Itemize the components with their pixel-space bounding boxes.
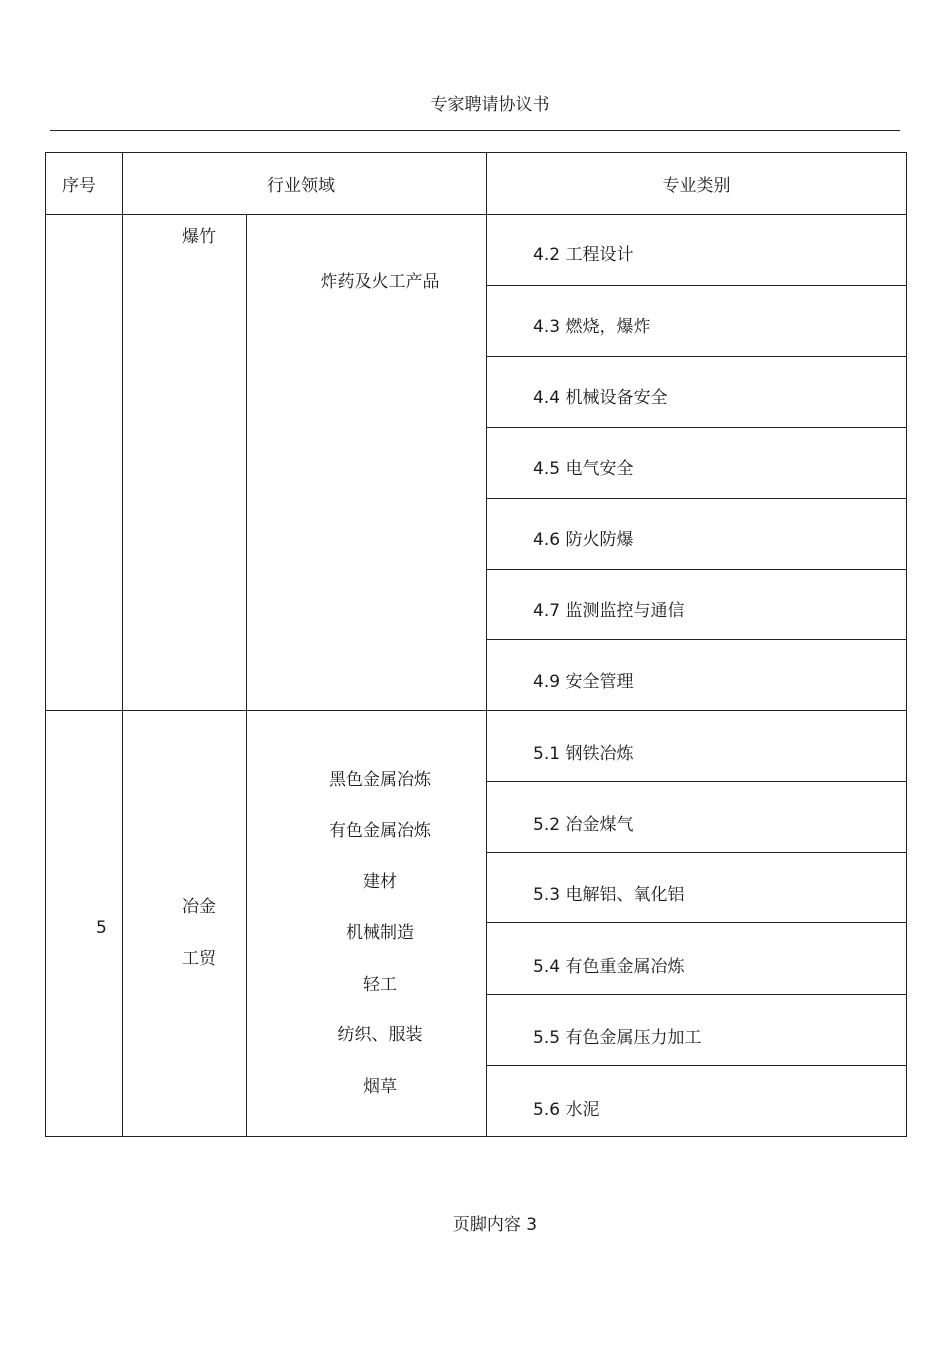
table-bottom-border — [45, 1136, 907, 1137]
column-header-seq: 序号 — [62, 176, 96, 196]
category-cell: 5.5 有色金属压力加工 — [533, 1028, 702, 1048]
seq-cell: 5 — [96, 918, 107, 938]
subfield-cell: 炸药及火工产品 — [320, 272, 440, 292]
page-footer: 页脚内容 3 — [452, 1215, 538, 1235]
category-row-divider — [486, 498, 907, 499]
category-row-divider — [486, 285, 907, 286]
category-row-divider — [486, 922, 907, 923]
subfield-cell: 黑色金属冶炼 — [329, 770, 431, 790]
category-row-divider — [486, 569, 907, 570]
industry-subfield-divider — [246, 214, 247, 1137]
category-cell: 5.4 有色重金属冶炼 — [533, 957, 685, 977]
table-right-border — [906, 152, 907, 1137]
seq-column-divider — [122, 152, 123, 1137]
category-cell: 5.6 水泥 — [533, 1100, 600, 1120]
subfield-cell: 建材 — [363, 872, 397, 892]
table-header-bottom-border — [45, 214, 907, 215]
subfield-cell: 机械制造 — [346, 923, 414, 943]
subfield-cell: 轻工 — [363, 975, 397, 995]
category-cell: 4.6 防火防爆 — [533, 530, 634, 550]
category-cell: 4.3 燃烧，爆炸 — [533, 317, 651, 337]
document-header-title: 专家聘请协议书 — [430, 95, 550, 115]
table-top-border — [45, 152, 907, 153]
column-header-industry: 行业领域 — [267, 176, 335, 196]
category-cell: 4.9 安全管理 — [533, 672, 634, 692]
industry-cell-continued: 爆竹 — [182, 227, 216, 247]
industry-cell-line2: 工贸 — [182, 949, 216, 969]
header-divider — [50, 130, 900, 131]
category-row-divider — [486, 781, 907, 782]
subfield-cell: 纺织、服装 — [337, 1025, 423, 1045]
category-row-divider — [486, 1065, 907, 1066]
category-row-divider — [486, 356, 907, 357]
category-row-divider — [486, 639, 907, 640]
category-cell: 4.7 监测监控与通信 — [533, 601, 685, 621]
subfield-cell: 烟草 — [363, 1077, 397, 1097]
category-cell: 5.1 钢铁冶炼 — [533, 744, 634, 764]
category-cell: 4.2 工程设计 — [533, 245, 634, 265]
section-divider — [45, 710, 907, 711]
table-left-border — [45, 152, 46, 1137]
industry-cell-line1: 冶金 — [182, 897, 216, 917]
category-cell: 4.5 电气安全 — [533, 459, 634, 479]
subfield-cell: 有色金属冶炼 — [329, 821, 431, 841]
category-cell: 5.3 电解铝、氧化铝 — [533, 885, 685, 905]
category-row-divider — [486, 994, 907, 995]
column-header-category: 专业类别 — [662, 176, 731, 196]
category-row-divider — [486, 427, 907, 428]
category-row-divider — [486, 852, 907, 853]
category-cell: 5.2 冶金煤气 — [533, 815, 634, 835]
category-cell: 4.4 机械设备安全 — [533, 388, 668, 408]
